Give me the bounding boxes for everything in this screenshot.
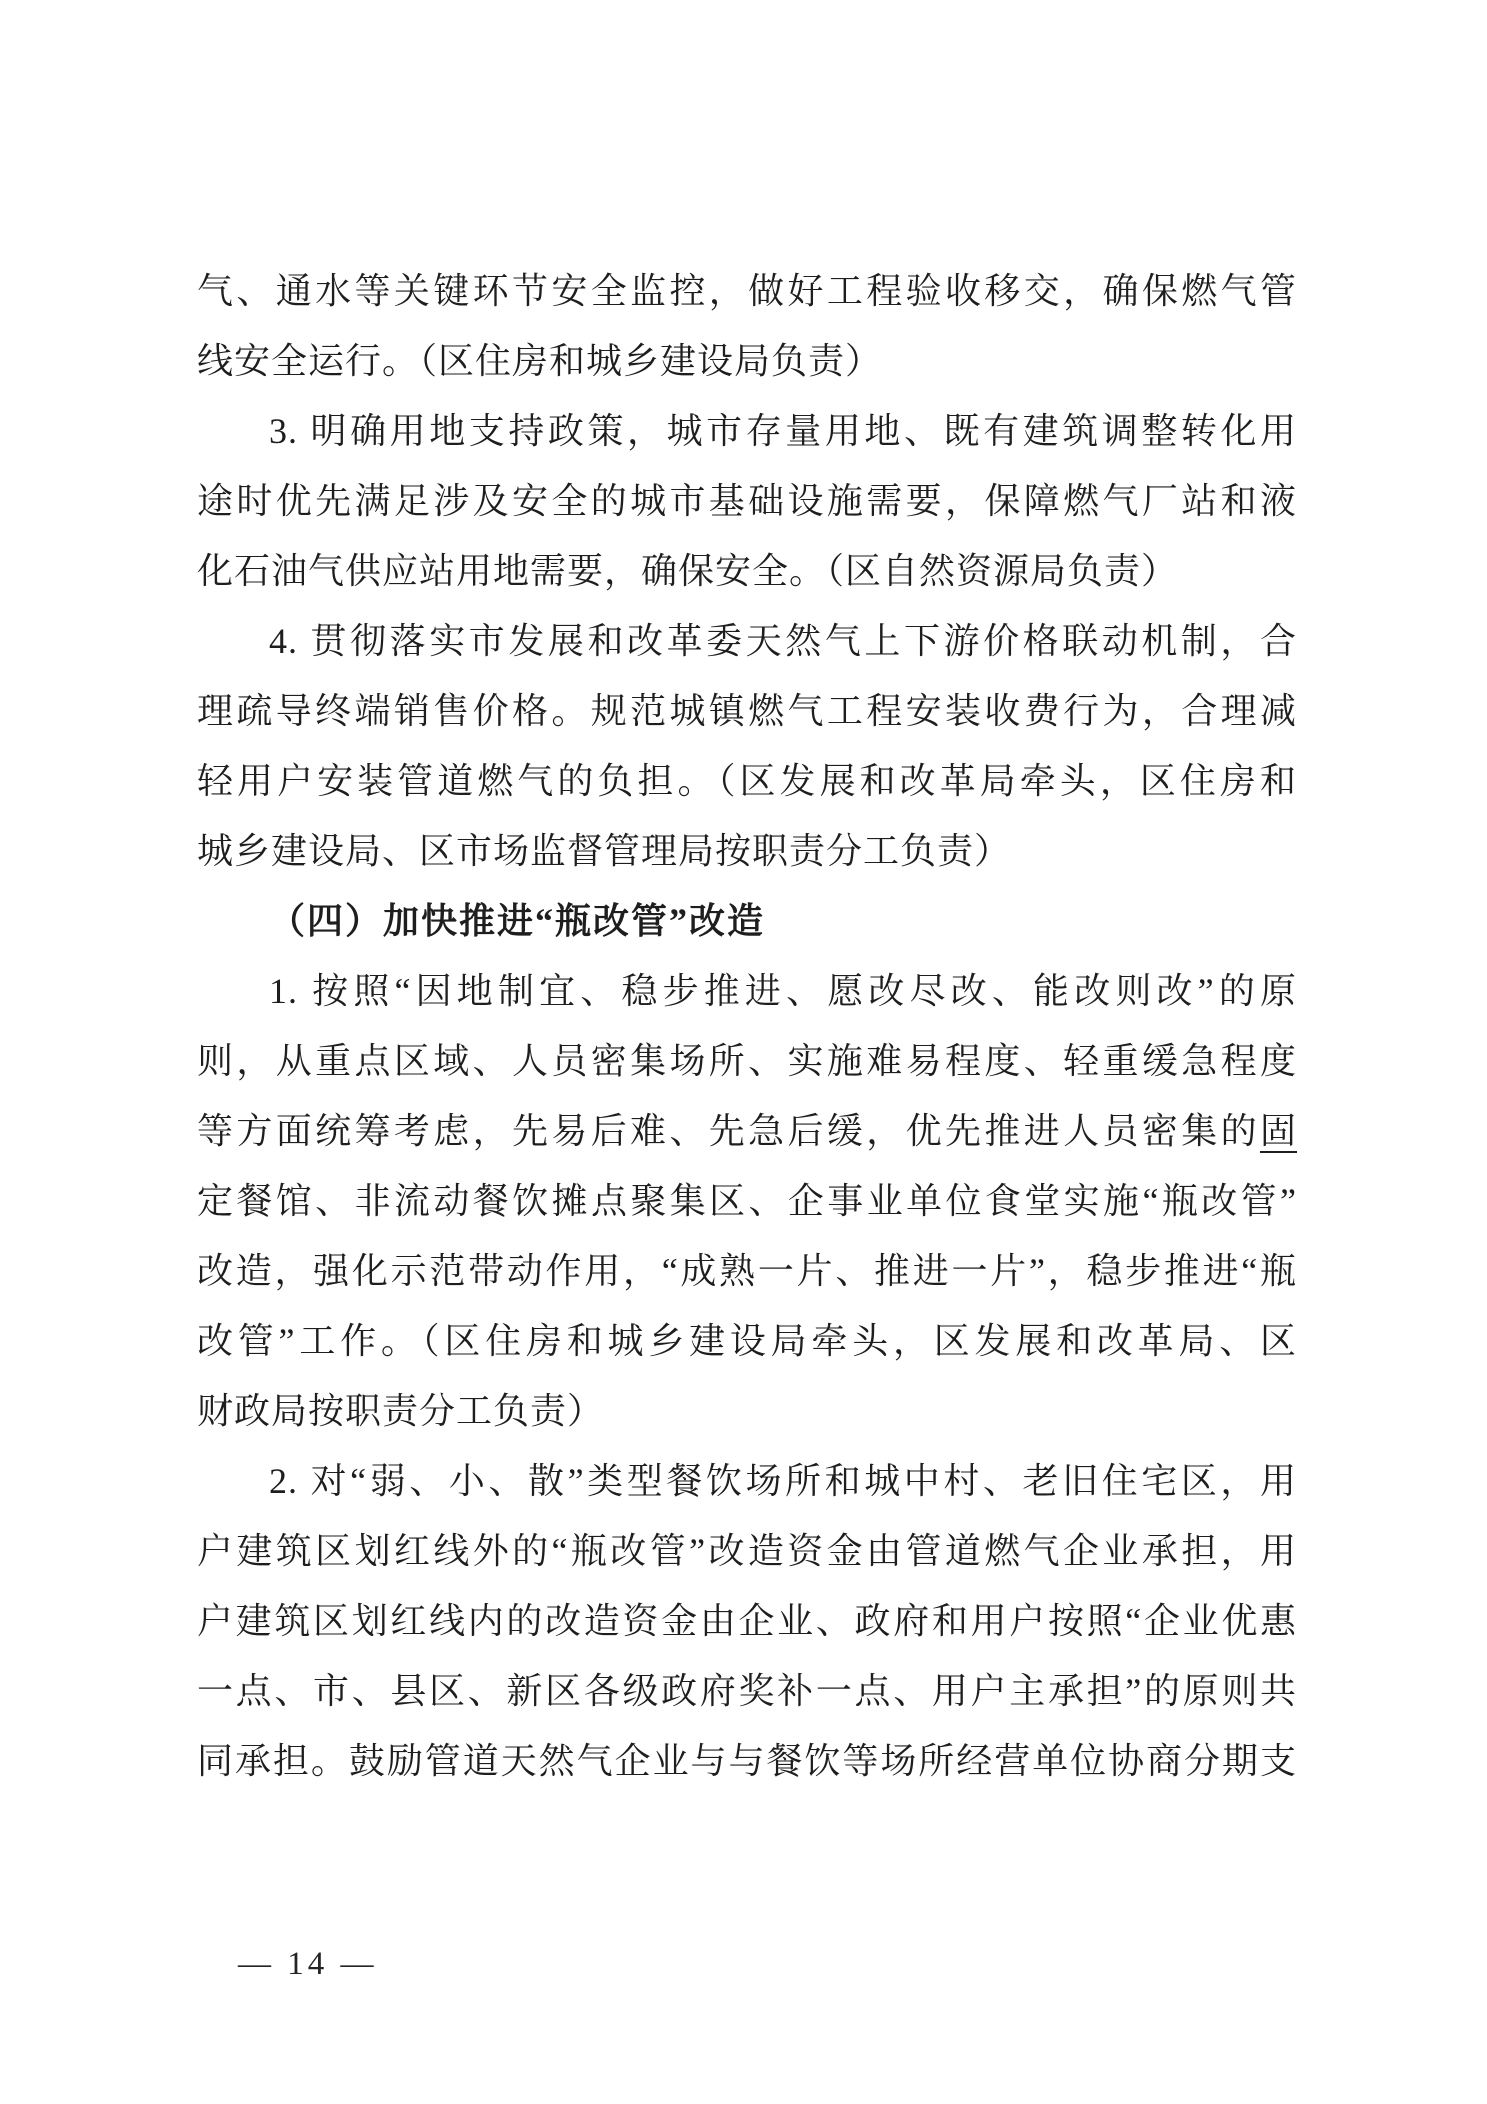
text-line: 改管”工作。（区住房和城乡建设局牵头，区发展和改革局、区 <box>197 1321 1297 1361</box>
document-body <box>197 256 1297 1796</box>
text-line: 户建筑区划红线内的改造资金由企业、政府和用户按照“企业优惠 <box>197 1601 1297 1641</box>
text-line: 则，从重点区域、人员密集场所、实施难易程度、轻重缓急程度 <box>197 1041 1297 1081</box>
text-line: 一点、市、县区、新区各级政府奖补一点、用户主承担”的原则共 <box>197 1671 1297 1711</box>
text-line: 线安全运行。（区住房和城乡建设局负责） <box>197 341 883 381</box>
text-line: 化石油气供应站用地需要，确保安全。（区自然资源局负责） <box>197 551 1179 591</box>
text-line: 1. 按照“因地制宜、稳步推进、愿改尽改、能改则改”的原 <box>269 971 1297 1011</box>
text-line: 气、通水等关键环节安全监控，做好工程验收移交，确保燃气管 <box>197 271 1297 311</box>
section-heading: （四）加快推进“瓶改管”改造 <box>269 901 766 941</box>
text-line: 4. 贯彻落实市发展和改革委天然气上下游价格联动机制，合 <box>269 621 1297 661</box>
text-line <box>197 1096 1297 1166</box>
page-number: — 14 — <box>238 1946 378 1982</box>
text-line: 财政局按职责分工负责） <box>197 1391 605 1431</box>
text-line: 理疏导终端销售价格。规范城镇燃气工程安装收费行为，合理减 <box>197 691 1297 731</box>
text-segment: 等方面统筹考虑，先易后难、先急后缓，优先推进人员密集的 <box>197 1111 1260 1151</box>
text-line: 户建筑区划红线外的“瓶改管”改造资金由管道燃气企业承担，用 <box>197 1531 1297 1571</box>
text-line: 2. 对“弱、小、散”类型餐饮场所和城中村、老旧住宅区，用 <box>269 1461 1297 1501</box>
underlined-text: 固 <box>1259 1111 1297 1151</box>
text-line: 途时优先满足涉及安全的城市基础设施需要，保障燃气厂站和液 <box>197 481 1297 521</box>
text-line: 城乡建设局、区市场监督管理局按职责分工负责） <box>197 831 1012 871</box>
text-line: 3. 明确用地支持政策，城市存量用地、既有建筑调整转化用 <box>269 411 1297 451</box>
text-line: 定餐馆、非流动餐饮摊点聚集区、企事业单位食堂实施“瓶改管” <box>197 1181 1297 1221</box>
text-line: 改造，强化示范带动作用，“成熟一片、推进一片”，稳步推进“瓶 <box>197 1251 1297 1291</box>
text-line: 同承担。鼓励管道天然气企业与与餐饮等场所经营单位协商分期支 <box>197 1741 1297 1781</box>
text-line: 轻用户安装管道燃气的负担。（区发展和改革局牵头，区住房和 <box>197 761 1297 801</box>
